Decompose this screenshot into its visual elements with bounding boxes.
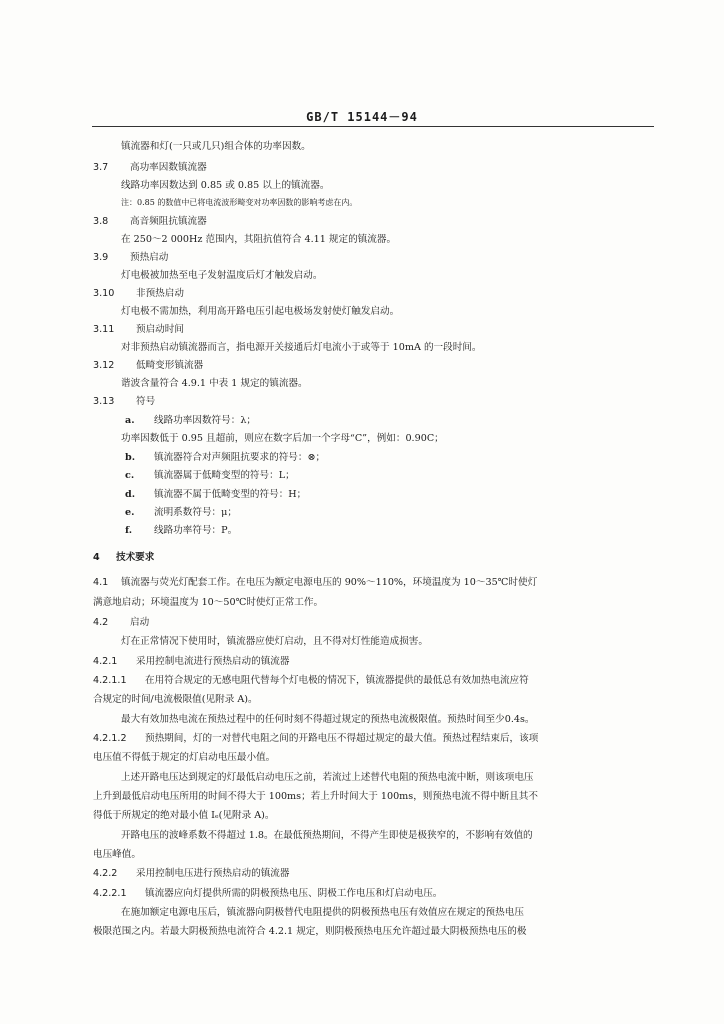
paragraph-line: 灯电极被加热至电子发射温度后灯才触发启动。 bbox=[121, 270, 323, 281]
clause-number: 4.1 bbox=[93, 577, 109, 588]
paragraph-line: 电压值不得低于规定的灯启动电压最小值。 bbox=[93, 752, 276, 763]
list-item: 镇流器符合对声频阻抗要求的符号：⊗； bbox=[154, 452, 326, 463]
standard-number-header: GB/T 15144－94 bbox=[306, 110, 418, 124]
paragraph-line: 最大有效加热电流在预热过程中的任何时刻不得超过规定的预热电流极限值。预热时间至少0.4s。 bbox=[121, 714, 535, 725]
paragraph-line: 灯在正常情况下使用时，镇流器应使灯启动，且不得对灯性能造成损害。 bbox=[121, 636, 428, 647]
paragraph-line: 满意地启动；环境温度为 10～50℃时使灯正常工作。 bbox=[93, 597, 324, 608]
paragraph-line: 预热期间，灯的一对替代电阻之间的开路电压不得超过规定的最大值。预热过程结束后，该项 bbox=[145, 733, 539, 744]
paragraph-line: 功率因数低于 0.95 且超前，则应在数字后加一个字母“C”，例如：0.90C； bbox=[121, 433, 444, 444]
paragraph-line: 镇流器应向灯提供所需的阴极预热电压、阴极工作电压和灯启动电压。 bbox=[145, 888, 443, 899]
list-item-letter: a. bbox=[125, 415, 135, 426]
paragraph-line: 线路功率因数达到 0.85 或 0.85 以上的镇流器。 bbox=[121, 180, 330, 191]
clause-title: 预热启动 bbox=[130, 252, 169, 263]
clause-title: 高音频阻抗镇流器 bbox=[130, 216, 207, 227]
clause-title: 非预热启动 bbox=[136, 288, 184, 299]
list-item: 镇流器不属于低畸变型的符号：H； bbox=[154, 489, 307, 500]
paragraph-line: 灯电极不需加热，利用高开路电压引起电极场发射使灯触发启动。 bbox=[121, 306, 400, 317]
clause-title: 预启动时间 bbox=[136, 324, 184, 335]
paragraph-line: 镇流器和灯(一只或几只)组合体的功率因数。 bbox=[121, 141, 311, 152]
paragraph-line: 极限范围之内。若最大阴极预热电流符合 4.2.1 规定，则阴极预热电压允许超过最大阴极预热电压的极 bbox=[93, 926, 527, 937]
clause-title: 高功率因数镇流器 bbox=[130, 162, 207, 173]
list-item-letter: b. bbox=[125, 452, 136, 463]
paragraph-line: 谐波含量符合 4.9.1 中表 1 规定的镇流器。 bbox=[121, 378, 308, 389]
paragraph-line: 在用符合规定的无感电阻代替每个灯电极的情况下，镇流器提供的最低总有效加热电流应符 bbox=[145, 675, 529, 686]
clause-number: 4.2.2.1 bbox=[93, 888, 127, 899]
section-number: 4 bbox=[93, 552, 100, 563]
paragraph-line: 在施加额定电源电压后，镇流器向阴极替代电阻提供的阴极预热电压有效值应在规定的预热电压 bbox=[121, 907, 524, 918]
note-line: 注：0.85 的数值中已将电流波形畸变对功率因数的影响考虑在内。 bbox=[121, 198, 358, 207]
clause-title: 采用控制电流进行预热启动的镇流器 bbox=[136, 656, 290, 667]
clause-number: 4.2.1 bbox=[93, 656, 118, 667]
list-item-letter: e. bbox=[125, 507, 135, 518]
clause-title: 启动 bbox=[130, 617, 150, 628]
clause-number: 4.2.1.1 bbox=[93, 675, 127, 686]
clause-number: 4.2 bbox=[93, 617, 109, 628]
clause-number: 3.13 bbox=[93, 396, 115, 407]
list-item: 线路功率符号：P。 bbox=[154, 525, 238, 536]
paragraph-line: 上述开路电压达到规定的灯最低启动电压之前，若流过上述替代电阻的预热电流中断，则该项电压 bbox=[121, 772, 534, 783]
paragraph-line: 上升到最低启动电压所用的时间不得大于 100ms；若上升时间大于 100ms，则预热电流不得中断且其不 bbox=[93, 791, 538, 802]
list-item: 线路功率因数符号：λ； bbox=[154, 415, 257, 426]
list-item-letter: f. bbox=[125, 525, 133, 536]
section-title: 技术要求 bbox=[116, 552, 155, 563]
paragraph-line: 合规定的时间/电流极限值(见附录 A)。 bbox=[93, 694, 258, 705]
paragraph-line: 得低于所规定的绝对最小值 Iₑ(见附录 A)。 bbox=[93, 810, 275, 821]
clause-number: 3.9 bbox=[93, 252, 109, 263]
clause-number: 3.11 bbox=[93, 324, 115, 335]
list-item-letter: d. bbox=[125, 489, 136, 500]
clause-number: 3.12 bbox=[93, 360, 115, 371]
clause-number: 3.8 bbox=[93, 216, 109, 227]
paragraph-line: 镇流器与荧光灯配套工作。在电压为额定电源电压的 90%～110%，环境温度为 10～35℃时使灯 bbox=[121, 577, 538, 588]
list-item: 流明系数符号：μ； bbox=[154, 507, 237, 518]
clause-number: 3.10 bbox=[93, 288, 115, 299]
clause-title: 采用控制电压进行预热启动的镇流器 bbox=[136, 868, 290, 879]
paragraph-line: 对非预热启动镇流器而言，指电源开关接通后灯电流小于或等于 10mA 的一段时间。 bbox=[121, 342, 482, 353]
paragraph-line: 在 250～2 000Hz 范围内，其阻抗值符合 4.11 规定的镇流器。 bbox=[121, 234, 397, 245]
paragraph-line: 开路电压的波峰系数不得超过 1.8。在最低预热期间，不得产生即使是极狭窄的，不影响有效值的 bbox=[121, 830, 533, 841]
clause-number: 4.2.2 bbox=[93, 868, 118, 879]
list-item: 镇流器属于低畸变型的符号：L； bbox=[154, 470, 295, 481]
list-item-letter: c. bbox=[125, 470, 135, 481]
header-rule bbox=[92, 126, 654, 127]
clause-title: 符号 bbox=[136, 396, 156, 407]
clause-title: 低畸变形镇流器 bbox=[136, 360, 204, 371]
clause-number: 4.2.1.2 bbox=[93, 733, 127, 744]
clause-number: 3.7 bbox=[93, 162, 109, 173]
paragraph-line: 电压峰值。 bbox=[93, 849, 141, 860]
